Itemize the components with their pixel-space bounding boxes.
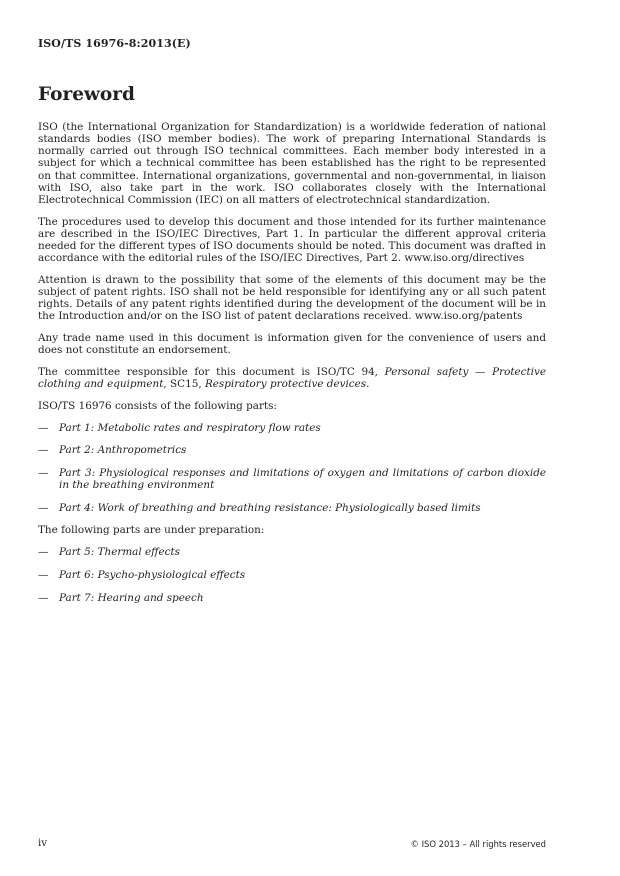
- list-dash: —: [38, 421, 49, 434]
- committee-text-pre: The committee responsible for this document is ISO/TC 94,: [38, 366, 385, 379]
- foreword-body: [38, 121, 546, 614]
- paragraph-committee: [38, 366, 546, 390]
- part-title: Part 2: Anthropometrics: [59, 444, 187, 457]
- list-dash: —: [38, 546, 49, 559]
- copyright-notice: © ISO 2013 – All rights reserved: [410, 839, 546, 849]
- committee-text-mid: , SC15,: [163, 378, 205, 391]
- list-item: [38, 592, 546, 604]
- parts-list: [38, 422, 546, 514]
- committee-sc-title: Respiratory protective devices: [204, 378, 367, 391]
- part-title: Part 5: Thermal effects: [59, 546, 180, 559]
- list-item: [38, 502, 546, 514]
- list-dash: —: [38, 591, 49, 604]
- paragraph-parts-intro: ISO/TS 16976 consists of the following parts:: [38, 399, 277, 412]
- list-item: [38, 422, 546, 434]
- page-number: iv: [38, 838, 48, 849]
- paragraph-patents: Attention is drawn to the possibility that some of the elements of this document may be the subject of patent rights. ISO shall not be held responsible for identifying any or all such patent rights. Details of any patent rights identified during the development of the document will be in the Introduction and/or on the ISO list of patent declarations received. www.iso.org/patents: [38, 273, 546, 323]
- paragraph-iso-intro: ISO (the International Organization for Standardization) is a worldwide federation of national standards bodies (ISO member bodies). The work of preparing International Standards is normally carried out through ISO technical committees. Each member body interested in a subject for which a technical committee has been established has the right to be represented on that committee. International organizations, governmental and non-governmental, in liaison with ISO, also take part in the work. ISO collaborates closely with the International Electrotechnical Commission (IEC) on all matters of electrotechnical standardization.: [38, 121, 546, 206]
- list-item: [38, 467, 546, 491]
- list-dash: —: [38, 444, 49, 457]
- part-title: Part 1: Metabolic rates and respiratory flow rates: [59, 421, 321, 434]
- paragraph-trade-name: Any trade name used in this document is information given for the convenience of users and does not constitute an endorsement.: [38, 332, 546, 357]
- part-title: Part 3: Physiological responses and limitations of oxygen and limitations of carbon dioxide in the breathing environment: [59, 467, 546, 492]
- paragraph-procedures: The procedures used to develop this document and those intended for its further maintenance are described in the ISO/IEC Directives, Part 1. In particular the different approval criteria needed for the different types of ISO documents should be noted. This document was drafted in accordance with the editorial rules of the ISO/IEC Directives, Part 2. www.iso.org/directives: [38, 215, 546, 265]
- list-item: [38, 569, 546, 581]
- list-item: [38, 444, 546, 456]
- parts-in-preparation-list: [38, 546, 546, 603]
- document-code: ISO/TS 16976-8:2013(E): [38, 37, 191, 50]
- committee-text-post: .: [366, 378, 370, 391]
- list-dash: —: [38, 501, 49, 514]
- list-dash: —: [38, 568, 49, 581]
- list-dash: —: [38, 467, 49, 479]
- part-title: Part 4: Work of breathing and breathing resistance: Physiologically based limits: [59, 501, 481, 514]
- paragraph-preparation-intro: The following parts are under preparation:: [38, 524, 265, 537]
- part-title: Part 7: Hearing and speech: [59, 591, 204, 604]
- page-title: Foreword: [38, 84, 135, 105]
- part-title: Part 6: Psycho-physiological effects: [59, 568, 246, 581]
- list-item: [38, 546, 546, 558]
- committee-tc-title: Personal safety — Protective clothing and equipment: [38, 366, 546, 391]
